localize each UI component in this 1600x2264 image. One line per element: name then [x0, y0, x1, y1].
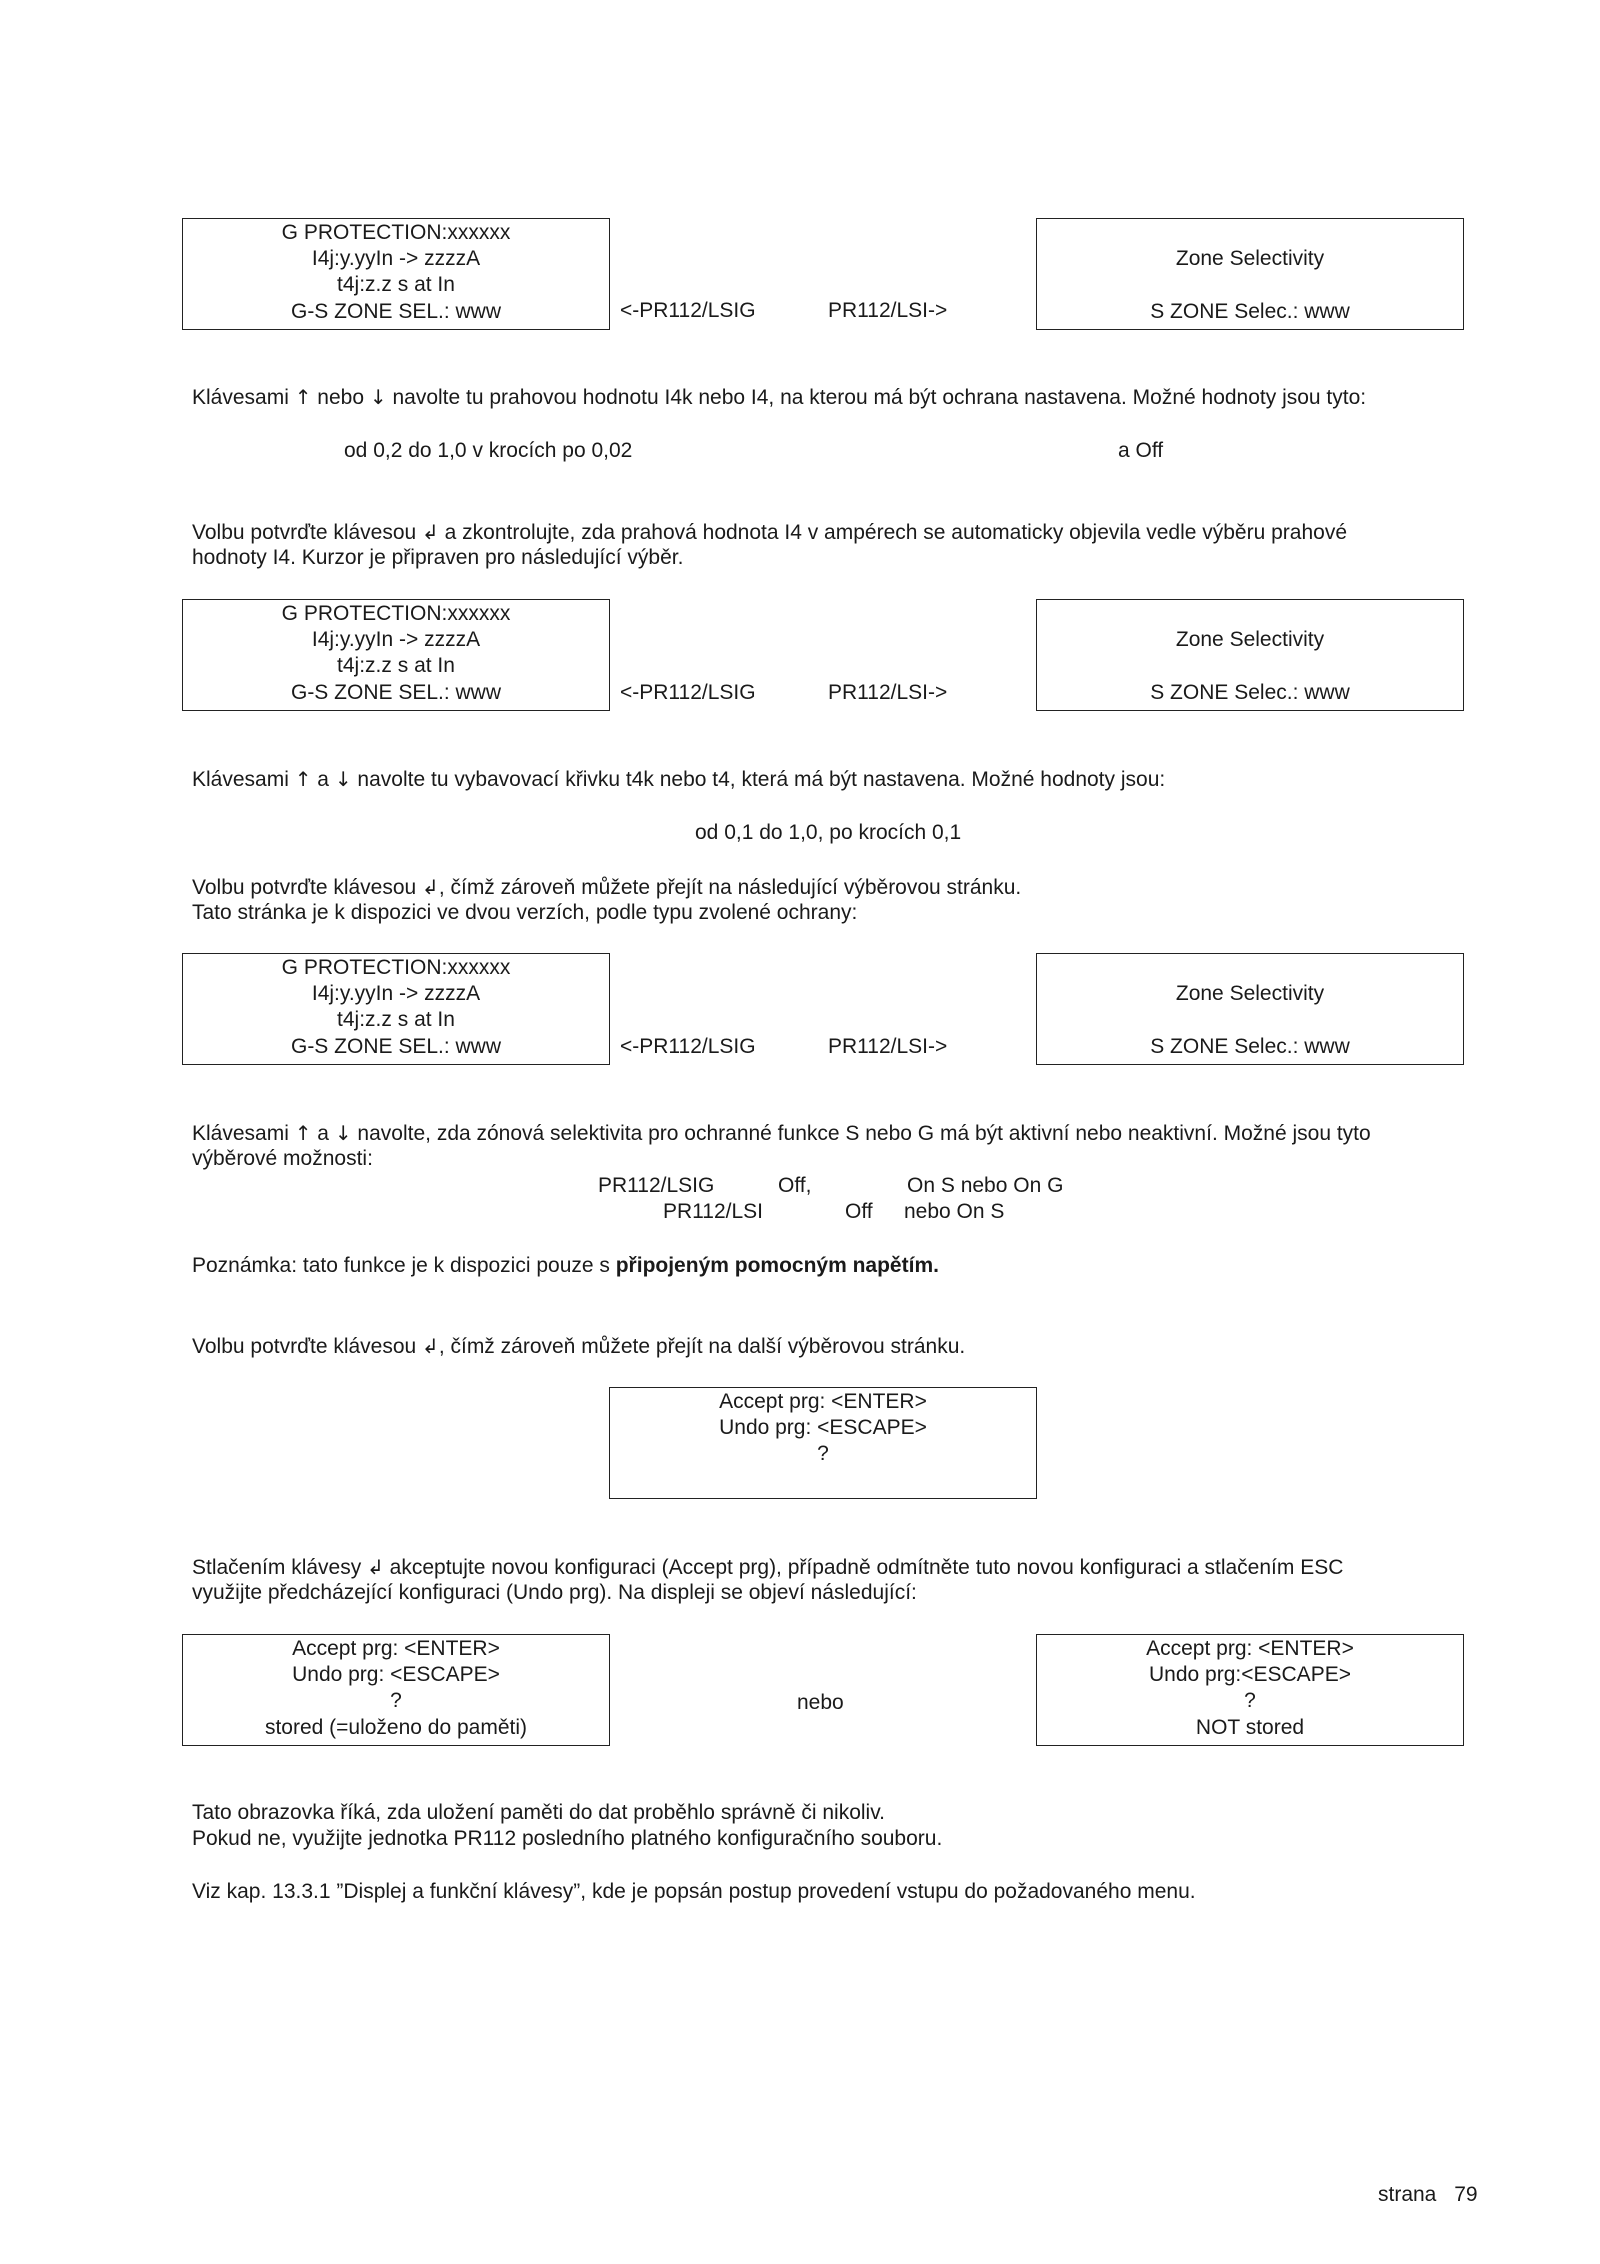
paragraph: [192, 1554, 1343, 1581]
display-threshold: I4j:y.yyIn -> zzzzA: [311, 982, 481, 1005]
stored-line: stored (=uloženo do paměti): [264, 1716, 528, 1739]
enter-key-icon: ↲: [422, 520, 439, 544]
paragraph: [192, 384, 1366, 411]
display-title: G PROTECTION:xxxxxx: [281, 602, 511, 625]
text: akceptujte novou konfiguraci (Accept prg), případně odmítněte tuto novou konfiguraci a stlačením ESC: [383, 1556, 1344, 1579]
right-arrow-label: PR112/LSI->: [828, 681, 948, 704]
display-threshold: I4j:y.yyIn -> zzzzA: [311, 628, 481, 651]
page-number: 79: [1454, 2183, 1478, 2206]
accept-display: [609, 1387, 1037, 1499]
zone-display-3: [1036, 953, 1464, 1065]
zone-value: S ZONE Selec.: www: [1150, 681, 1350, 704]
value-range: od 0,2 do 1,0 v krocích po 0,02: [344, 439, 633, 462]
option-lsi-name: PR112/LSI: [663, 1200, 764, 1223]
left-arrow-label: <-PR112/LSIG: [620, 681, 756, 704]
text: a: [311, 1122, 335, 1145]
paragraph: hodnoty I4. Kurzor je připraven pro následující výběr.: [192, 546, 684, 569]
down-arrow-icon: ↓: [334, 767, 352, 791]
stored-display: [182, 1634, 610, 1746]
display-time: t4j:z.z s at In: [337, 1008, 455, 1031]
text: a zkontrolujte, zda prahová hodnota I4 v ampérech se automaticky objevila vedle výběru prahové: [438, 521, 1348, 544]
page-label: strana: [1378, 2183, 1437, 2206]
paragraph: [192, 766, 1165, 793]
nebo-label: nebo: [797, 1691, 844, 1714]
undo-line: Undo prg: <ESCAPE>: [719, 1416, 927, 1439]
down-arrow-icon: ↓: [369, 385, 387, 409]
not-stored-display: [1036, 1634, 1464, 1746]
paragraph: [192, 1333, 965, 1360]
text: připojeným pomocným napětím.: [615, 1254, 939, 1277]
question-line: ?: [390, 1689, 402, 1712]
text: Klávesami: [192, 386, 295, 409]
paragraph: [192, 1120, 1371, 1147]
text: navolte tu vybavovací křivku t4k nebo t4, která má být nastavena. Možné hodnoty jsou:: [351, 768, 1166, 791]
undo-line: Undo prg:<ESCAPE>: [1149, 1663, 1351, 1686]
zone-display-2: [1036, 599, 1464, 711]
text: Klávesami: [192, 768, 295, 791]
paragraph: Tato obrazovka říká, zda uložení paměti do dat proběhlo správně či nikoliv.: [192, 1801, 885, 1824]
accept-line: Accept prg: <ENTER>: [292, 1637, 500, 1660]
text: , čímž zároveň můžete přejít na další výběrovou stránku.: [438, 1335, 966, 1358]
protection-display-1: [182, 218, 610, 330]
text: navolte, zda zónová selektivita pro ochranné funkce S nebo G má být aktivní nebo neaktivní. Možné jsou tyto: [351, 1122, 1371, 1145]
question-line: ?: [817, 1442, 829, 1465]
text: nebo: [311, 386, 370, 409]
text: a: [311, 768, 335, 791]
display-zone: G-S ZONE SEL.: www: [290, 1035, 502, 1058]
display-zone: G-S ZONE SEL.: www: [290, 681, 502, 704]
display-zone: G-S ZONE SEL.: www: [290, 300, 502, 323]
down-arrow-icon: ↓: [334, 1121, 352, 1145]
up-arrow-icon: ↑: [294, 1121, 312, 1145]
value-range: od 0,1 do 1,0, po krocích 0,1: [695, 821, 962, 844]
protection-display-2: [182, 599, 610, 711]
display-title: G PROTECTION:xxxxxx: [281, 956, 511, 979]
text: Volbu potvrďte klávesou: [192, 1335, 423, 1358]
option-lsig-name: PR112/LSIG: [598, 1174, 715, 1197]
paragraph: [192, 519, 1347, 546]
option-lsig-on: On S nebo On G: [907, 1174, 1064, 1197]
option-lsi-off: Off: [845, 1200, 873, 1223]
accept-line: Accept prg: <ENTER>: [1146, 1637, 1354, 1660]
zone-title: Zone Selectivity: [1175, 628, 1325, 651]
paragraph: výběrové možnosti:: [192, 1147, 373, 1170]
display-threshold: I4j:y.yyIn -> zzzzA: [311, 247, 481, 270]
zone-display-1: [1036, 218, 1464, 330]
paragraph: [192, 874, 1021, 901]
zone-title: Zone Selectivity: [1175, 247, 1325, 270]
paragraph: Pokud ne, využijte jednotka PR112 posledního platného konfiguračního souboru.: [192, 1827, 943, 1850]
text: Volbu potvrďte klávesou: [192, 876, 423, 899]
paragraph: Viz kap. 13.3.1 ”Displej a funkční klávesy”, kde je popsán postup provedení vstupu do požadovaného menu.: [192, 1880, 1196, 1903]
accept-line: Accept prg: <ENTER>: [719, 1390, 927, 1413]
protection-display-3: [182, 953, 610, 1065]
left-arrow-label: <-PR112/LSIG: [620, 1035, 756, 1058]
enter-key-icon: ↲: [422, 1334, 439, 1358]
paragraph: Tato stránka je k dispozici ve dvou verzích, podle typu zvolené ochrany:: [192, 901, 858, 924]
left-arrow-label: <-PR112/LSIG: [620, 299, 756, 322]
page-footer: [1378, 2182, 1478, 2208]
display-time: t4j:z.z s at In: [337, 273, 455, 296]
display-time: t4j:z.z s at In: [337, 654, 455, 677]
up-arrow-icon: ↑: [294, 767, 312, 791]
text: Poznámka: tato funkce je k dispozici pouze s: [192, 1254, 616, 1277]
note: [192, 1253, 939, 1279]
zone-title: Zone Selectivity: [1175, 982, 1325, 1005]
zone-value: S ZONE Selec.: www: [1150, 300, 1350, 323]
option-lsi-on: nebo On S: [904, 1200, 1005, 1223]
text: navolte tu prahovou hodnotu I4k nebo I4, na kterou má být ochrana nastavena. Možné hodnoty jsou tyto:: [392, 386, 1367, 409]
text: Stlačením klávesy: [192, 1556, 368, 1579]
right-arrow-label: PR112/LSI->: [828, 299, 948, 322]
up-arrow-icon: ↑: [294, 385, 312, 409]
option-lsig-off: Off,: [778, 1174, 812, 1197]
paragraph: využijte předcházející konfiguraci (Undo prg). Na displeji se objeví následující:: [192, 1581, 917, 1604]
not-stored-line: NOT stored: [1195, 1716, 1305, 1739]
undo-line: Undo prg: <ESCAPE>: [292, 1663, 500, 1686]
display-title: G PROTECTION:xxxxxx: [281, 221, 511, 244]
question-line: ?: [1244, 1689, 1256, 1712]
zone-value: S ZONE Selec.: www: [1150, 1035, 1350, 1058]
value-off: a Off: [1118, 439, 1164, 462]
text: Klávesami: [192, 1122, 295, 1145]
text: , čímž zároveň můžete přejít na následující výběrovou stránku.: [438, 876, 1022, 899]
right-arrow-label: PR112/LSI->: [828, 1035, 948, 1058]
enter-key-icon: ↲: [367, 1555, 384, 1579]
text: Volbu potvrďte klávesou: [192, 521, 423, 544]
enter-key-icon: ↲: [422, 875, 439, 899]
